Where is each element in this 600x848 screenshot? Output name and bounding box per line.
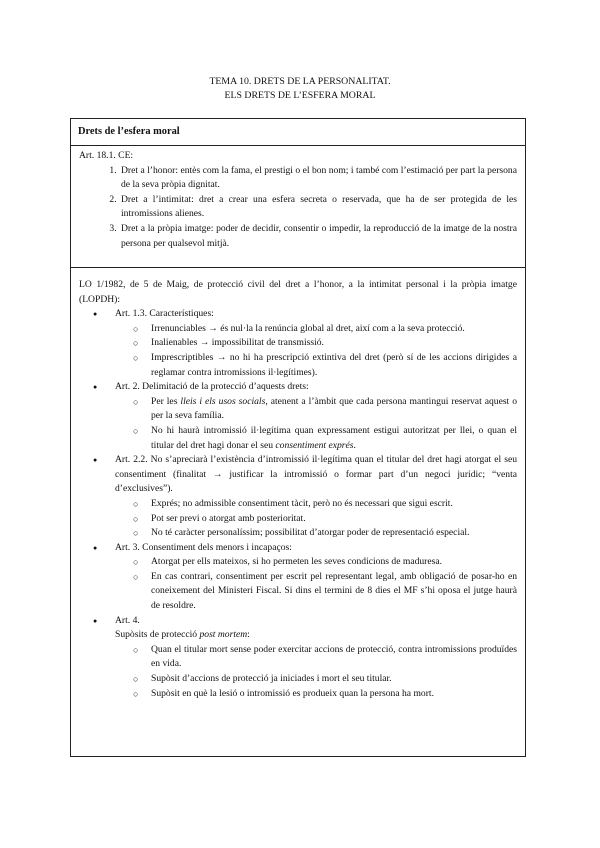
art18-list <box>79 164 517 252</box>
list-item: ○ Quan el titular mort sense poder exercitar accions de protecció, contra intromissions produïdes en vida. <box>151 643 517 672</box>
list-item: ○ En cas contrari, consentiment per escrit pel representant legal, amb obligació de posar-ho en coneixement del Ministeri Fiscal. Si dins el termini de 8 dies el MF s’hi oposa el jutge haurà de resoldre. <box>151 570 517 614</box>
article-label: Art. 2. Delimitació de la protecció d’aquests drets: <box>115 381 309 393</box>
list-item: ○ No té caràcter personalíssim; possibilitat d’atorgar poder de representació especial. <box>151 526 517 541</box>
sub-list <box>115 322 517 380</box>
list-item: ○ No hi haurà intromissió il·legítima quan expressament estigui autoritzat per llei, o quan el titular del dret hagi donar el seu consentiment exprés. <box>151 424 517 453</box>
list-item: ○ Imprescriptibles → no hi ha prescripció extintiva del dret (però sí de les accions dirigides a reglamar contra intromissions il·legítimes). <box>151 351 517 380</box>
lo-box <box>70 267 526 757</box>
section-header: Drets de l’esfera moral <box>78 126 180 137</box>
sub-list <box>115 555 517 613</box>
list-item: ○ Pot ser previ o atorgat amb posterioritat. <box>151 512 517 527</box>
document-title <box>0 75 600 103</box>
article-4-subheading: Supòsits de protecció post mortem: <box>115 629 250 641</box>
section-header-box <box>70 118 526 146</box>
article-label: Art. 2.2. No s’apreciarà l’existència d’intromissió il·legítima quan el titular del dret hagi atorgat el seu consentiment (finalitat → justificar la intromissió o formar part d’un negoci jurídic; “venta d’exclusives”). <box>115 454 517 495</box>
list-item: ○ Irrenunciables → és nul·la la renúncia global al dret, així com a la seva protecció. <box>151 322 517 337</box>
art18-heading: Art. 18.1. CE: <box>79 150 134 161</box>
article-label: Art. 1.3. Característiques: <box>115 308 214 320</box>
article-2-2 <box>115 453 517 541</box>
article-label: Art. 3. Consentiment dels menors i incapaços: <box>115 541 292 553</box>
list-item: ○ Exprés; no admissible consentiment tàcit, però no és necessari que sigui escrit. <box>151 497 517 512</box>
list-item: ○ Supòsit d’accions de protecció ja iniciades i mort el seu titular. <box>151 672 517 687</box>
list-item: 3. Dret a la pròpia imatge: poder de decidir, consentir o impedir, la reproducció de la imatge de la nostra persona per qualsevol mitjà. <box>119 222 517 251</box>
title-line-1: TEMA 10. DRETS DE LA PERSONALITAT. <box>209 76 391 87</box>
lo-intro: LO 1/1982, de 5 de Maig, de protecció civil del dret a l’honor, a la intimitat personal i la pròpia imatge (LOPDH): <box>79 279 517 305</box>
article-label: Art. 4. <box>115 614 140 626</box>
article-3 <box>115 541 517 614</box>
list-item: ○ Atorgat per ells mateixos, si ho permeten les seves condicions de maduresa. <box>151 555 517 570</box>
list-item: ○ Supòsit en què la lesió o intromissió es produeix quan la persona ha mort. <box>151 687 517 702</box>
list-item: ○ Inalienables → impossibilitat de transmissió. <box>151 336 517 351</box>
article-1-3 <box>115 307 517 380</box>
article-2 <box>115 380 517 453</box>
list-item: 2. Dret a l’intimitat: dret a crear una esfera secreta o reservada, que ha de ser protegida de les intromissions alienes. <box>119 193 517 222</box>
title-line-2: ELS DRETS DE L’ESFERA MORAL <box>224 90 376 101</box>
list-item: ○ Per les lleis i els usos socials, atenent a l’àmbit que cada persona mantingui reservat aquest o per la seva família. <box>151 395 517 424</box>
sub-list <box>115 643 517 701</box>
articles-list <box>79 307 517 701</box>
list-item: 1. Dret a l’honor: entès com la fama, el prestigi o el bon nom; i també com l’estimació per part la persona de la seva pròpia dignitat. <box>119 164 517 193</box>
article-4 <box>115 614 517 702</box>
sub-list <box>115 497 517 541</box>
sub-list <box>115 395 517 453</box>
art18-box <box>70 145 526 268</box>
